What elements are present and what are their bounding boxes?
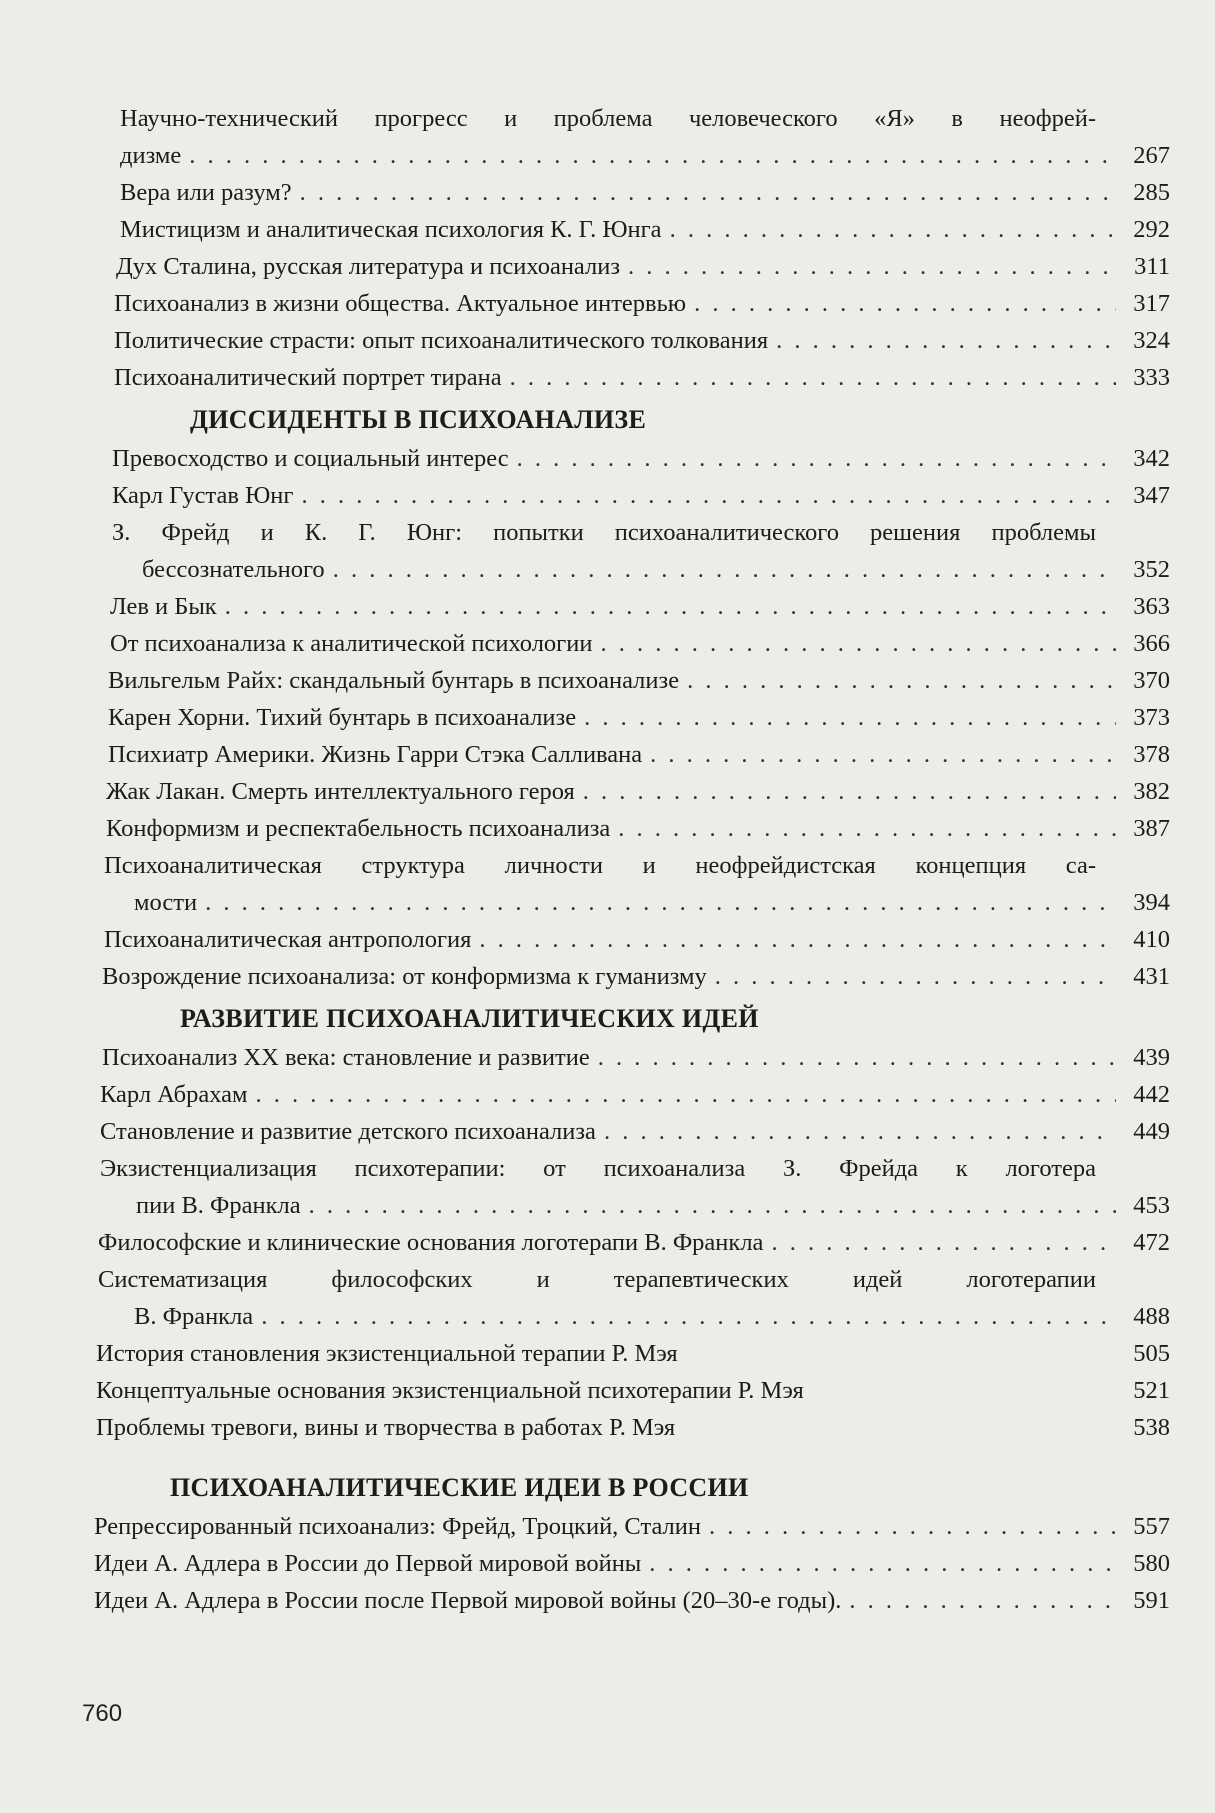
dot-leader [771,1224,1116,1261]
toc-entry[interactable] [108,736,1170,773]
section-heading: ПСИХОАНАЛИТИЧЕСКИЕ ИДЕИ В РОССИИ [170,1473,749,1502]
entry-page-number: 373 [1133,704,1170,731]
dot-leader [598,1039,1116,1076]
entry-page-number: 449 [1133,1118,1170,1145]
dot-leader [256,1076,1116,1113]
entry-title: Карен Хорни. Тихий бунтарь в психоанализе [108,704,577,731]
entry-title: Лев и Бык [110,593,217,620]
dot-leader [584,699,1116,736]
dot-leader [650,736,1116,773]
entry-title: Психоанализ XX века: становление и развитие [102,1044,590,1071]
entry-page-number: 292 [1133,216,1170,243]
entry-page-number: 488 [1133,1303,1170,1330]
entry-page-number: 347 [1133,482,1170,509]
entry-title-continuation: пии В. Франкла [136,1192,301,1219]
entry-page-number: 472 [1133,1229,1170,1256]
toc-entry[interactable] [102,958,1170,995]
entry-page-number: 324 [1133,327,1170,354]
entry-title: Дух Сталина, русская литература и психоанализ [116,253,621,280]
toc-entry[interactable] [100,1076,1170,1113]
entry-title: Карл Абрахам [100,1081,248,1108]
entry-title: Карл Густав Юнг [112,482,294,509]
table-of-contents [94,100,1170,1619]
entry-title: Психиатр Америки. Жизнь Гарри Стэка Салливана [108,741,643,768]
toc-entry[interactable] [96,1372,1170,1409]
entry-page-number: 453 [1133,1192,1170,1219]
toc-entry[interactable] [98,1224,1170,1261]
dot-leader [649,1545,1116,1582]
entry-title: Психоаналитический портрет тирана [114,364,502,391]
entry-title-continuation: мости [134,889,198,916]
entry-page-number: 410 [1133,926,1170,953]
toc-entry[interactable] [106,773,1170,810]
entry-title: Психоанализ в жизни общества. Актуальное интервью [114,290,687,317]
dot-leader [510,359,1116,396]
section-heading: РАЗВИТИЕ ПСИХОАНАЛИТИЧЕСКИХ ИДЕЙ [180,1004,759,1033]
toc-entry[interactable] [114,285,1170,322]
toc-entry[interactable] [106,810,1170,847]
entry-page-number: 285 [1133,179,1170,206]
entry-title: Концептуальные основания экзистенциальной психотерапии Р. Мэя [96,1377,804,1404]
entry-title: Превосходство и социальный интерес [112,445,509,472]
dot-leader [517,440,1116,477]
toc-entry[interactable] [104,847,1170,921]
entry-page-number: 382 [1133,778,1170,805]
toc-entry[interactable] [100,1113,1170,1150]
dot-leader [300,174,1116,211]
toc-entry[interactable] [108,699,1170,736]
entry-title: Возрождение психоанализа: от конформизма к гуманизму [102,963,707,990]
entry-page-number: 442 [1133,1081,1170,1108]
entry-title: Идеи А. Адлера в России до Первой мировой войны [94,1550,642,1577]
entry-title: Репрессированный психоанализ: Фрейд, Троцкий, Сталин [94,1513,701,1540]
toc-entry[interactable] [102,1039,1170,1076]
entry-title: История становления экзистенциальной терапии Р. Мэя [96,1340,678,1367]
dot-leader [479,921,1116,958]
entry-title-line: З. Фрейд и К. Г. Юнг: попытки психоаналитического решения проблемы [112,519,1096,546]
dot-leader [849,1582,1116,1619]
entry-page-number: 557 [1133,1513,1170,1540]
dot-leader [583,773,1116,810]
toc-entry[interactable] [96,1335,1170,1372]
dot-leader [628,248,1116,285]
toc-entry[interactable] [100,1150,1170,1224]
entry-page-number: 363 [1133,593,1170,620]
entry-title-line: Научно-технический прогресс и проблема человеческого «Я» в неофрей- [120,105,1096,132]
entry-title: Вера или разум? [120,179,292,206]
entry-title-continuation: В. Франкла [134,1303,254,1330]
dot-leader [205,884,1116,921]
dot-leader [261,1298,1116,1335]
entry-title-continuation: бессознательного [142,556,325,583]
entry-title: От психоанализа к аналитической психологии [110,630,593,657]
entry-page-number: 521 [1133,1377,1170,1404]
entry-page-number: 378 [1133,741,1170,768]
toc-entry[interactable] [112,514,1170,588]
toc-entry[interactable] [94,1508,1170,1545]
entry-page-number: 352 [1133,556,1170,583]
entry-title: Политические страсти: опыт психоаналитического толкования [114,327,769,354]
entry-page-number: 505 [1133,1340,1170,1367]
dot-leader [309,1187,1116,1224]
dot-leader [189,137,1116,174]
dot-leader [670,211,1116,248]
entry-page-number: 387 [1133,815,1170,842]
toc-entry[interactable] [114,322,1170,359]
toc-entry[interactable] [120,174,1170,211]
toc-entry[interactable] [112,477,1170,514]
entry-page-number: 342 [1133,445,1170,472]
toc-entry[interactable] [120,211,1170,248]
entry-title: Проблемы тревоги, вины и творчества в работах Р. Мэя [96,1414,676,1441]
toc-entry[interactable] [120,100,1170,174]
entry-page-number: 333 [1133,364,1170,391]
entry-page-number: 370 [1133,667,1170,694]
entry-page-number: 439 [1133,1044,1170,1071]
toc-entry[interactable] [116,248,1170,285]
entry-page-number: 394 [1133,889,1170,916]
page-number: 760 [82,1700,123,1727]
entry-title: Психоаналитическая антропология [104,926,472,953]
entry-page-number: 580 [1133,1550,1170,1577]
entry-page-number: 267 [1133,142,1170,169]
toc-entry[interactable] [110,625,1170,662]
section-heading: ДИССИДЕНТЫ В ПСИХОАНАЛИЗЕ [190,405,647,434]
dot-leader [301,477,1116,514]
entry-page-number: 366 [1133,630,1170,657]
toc-entry[interactable] [114,359,1170,396]
entry-title: Мистицизм и аналитическая психология К. Г. Юнга [120,216,662,243]
entry-title-line: Экзистенциализация психотерапии: от психоанализа З. Фрейда к логотера [100,1155,1096,1182]
entry-title-continuation: дизме [120,142,182,169]
toc-entry[interactable] [108,662,1170,699]
dot-leader [776,322,1116,359]
dot-leader [687,662,1116,699]
entry-page-number: 591 [1133,1587,1170,1614]
entry-title: Вильгельм Райх: скандальный бунтарь в психоанализе [108,667,680,694]
dot-leader [694,285,1116,322]
dot-leader [225,588,1116,625]
entry-title-line: Систематизация философских и терапевтических идей логотерапии [98,1266,1096,1293]
toc-entry[interactable] [110,588,1170,625]
entry-page-number: 538 [1133,1414,1170,1441]
toc-entry[interactable] [94,1545,1170,1582]
entry-title: Становление и развитие детского психоанализа [100,1118,596,1145]
toc-entry[interactable] [112,440,1170,477]
dot-leader [604,1113,1116,1150]
entry-page-number: 317 [1133,290,1170,317]
entry-title: Философские и клинические основания логотерапи В. Франкла [98,1229,764,1256]
entry-title-line: Психоаналитическая структура личности и неофрейдистская концепция са- [104,852,1096,879]
dot-leader [715,958,1116,995]
entry-page-number: 311 [1134,253,1170,280]
dot-leader [600,625,1116,662]
toc-entry[interactable] [96,1409,1170,1446]
entry-title: Жак Лакан. Смерть интеллектуального героя [106,778,575,805]
toc-entry[interactable] [94,1582,1170,1619]
dot-leader [333,551,1116,588]
entry-title: Конформизм и респектабельность психоанализа [106,815,611,842]
toc-entry[interactable] [98,1261,1170,1335]
entry-title: Идеи А. Адлера в России после Первой мировой войны (20–30-е годы). [94,1587,842,1614]
toc-entry[interactable] [104,921,1170,958]
dot-leader [709,1508,1116,1545]
dot-leader [618,810,1116,847]
entry-page-number: 431 [1133,963,1170,990]
